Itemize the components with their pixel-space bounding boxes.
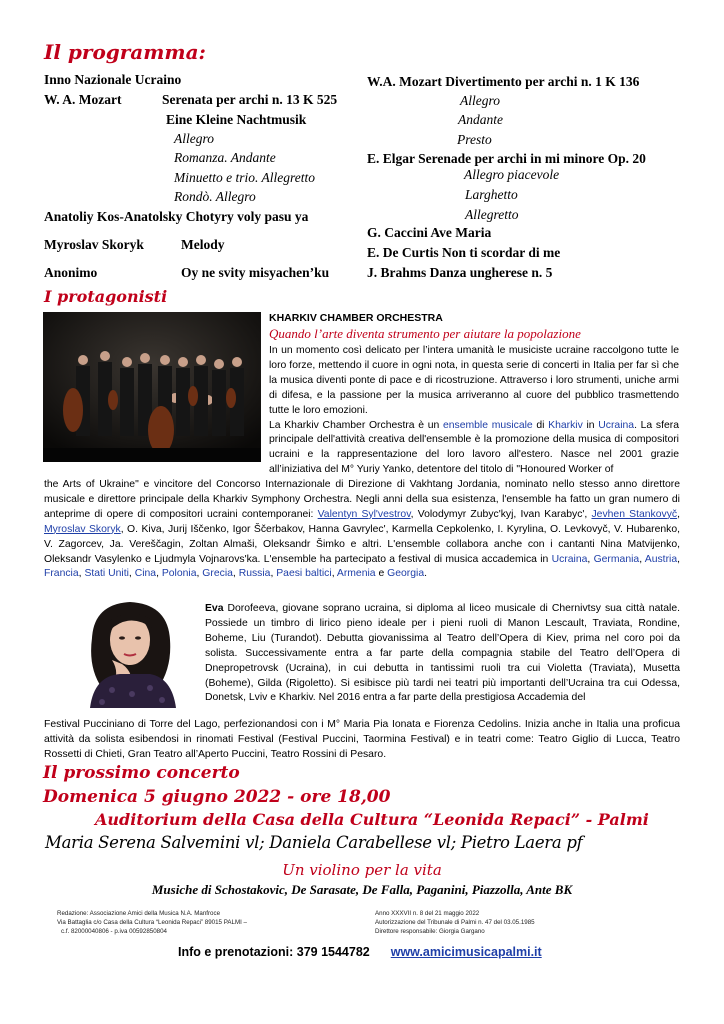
program-movement: Allegro bbox=[174, 131, 214, 146]
next-concert-program: Musiche di Schostakovic, De Sarasate, De Falla, Paganini, Piazzolla, Ante BK bbox=[151, 882, 573, 897]
eva-bio-1: Eva Dorofeeva, giovane soprano ucraina, si diploma al liceo musicale di Chernivtsy sua città natale. Possiede un timbro di lirico pieno ideale per i pieni ruoli di Manon Lescault, Traviata, Rondine, Boheme, Liu (Turandot). Debutta giovanissima al Teatro dell’Opera di Kiev, prima nel coro poi da solista. Successivamente entra a far parte della compagnia stabile del Teatro dell’Opera di Dnepropetrovsk (Ucraina), in cui debutta in tantissimi ruoli tra cui Violetta (Traviata), Musetta (Boheme), Gilda (Rigoletto). Si esibisce più tardi nei teatri più importanti dell’Ucraina tra cui Odessa, Donetsk, Lviv e Kharkiv. Nel 2016 entra a far parte della prestigiosa Accademia del bbox=[205, 603, 680, 704]
program-mozart-divertimento: W.A. Mozart Divertimento per archi n. 1 K 136 bbox=[367, 74, 640, 89]
next-concert-venue: Auditorium della Casa della Cultura “Leonida Repaci” - Palmi bbox=[95, 810, 649, 829]
program-movement: Allegretto bbox=[465, 207, 519, 222]
program-movement: Allegro bbox=[460, 93, 500, 108]
program-movement: Presto bbox=[457, 132, 492, 147]
link-country[interactable]: Armenia bbox=[336, 568, 376, 580]
eva-name: Eva bbox=[205, 603, 224, 614]
orchestra-tagline: Quando l’arte diventa strumento per aiutare la popolazione bbox=[269, 326, 581, 341]
program-skoryk-work: Melody bbox=[181, 237, 225, 252]
link-ucraina[interactable]: Ucraina bbox=[598, 419, 635, 431]
program-movement: Larghetto bbox=[465, 187, 518, 202]
eva-bio-2: Festival Pucciniano di Torre del Lago, perfezionandosi con i M° Maria Pia Ionata e Fiorenza Cedolins. Inizia anche in Italia una proficua attività da solista esibendosi in rinomati Festival (Festival Puccini, Taormina Festival) e in teatri come: Teatro Giglio di Lucca, Teatro Rossetti di Chieti, Gran Teatro all’Aperto Puccini, Teatro Rossini di Pesaro. bbox=[44, 719, 680, 760]
program-movement: Andante bbox=[458, 112, 503, 127]
next-concert-title: Il prossimo concerto bbox=[43, 763, 240, 783]
link-stankovyc[interactable]: Jevhen Stankovyč bbox=[591, 508, 678, 520]
program-anonimo-composer: Anonimo bbox=[44, 265, 98, 280]
link-country[interactable]: Germania bbox=[593, 553, 640, 565]
next-concert-date: Domenica 5 giugno 2022 - ore 18,00 bbox=[43, 787, 391, 807]
program-movement: Minuetto e trio. Allegretto bbox=[174, 170, 315, 185]
program-movement: Romanza. Andante bbox=[174, 150, 276, 165]
footer-website-link[interactable]: www.amicimusicapalmi.it bbox=[390, 945, 542, 959]
orchestra-name: KHARKIV CHAMBER ORCHESTRA bbox=[269, 312, 443, 324]
program-movement: Allegro piacevole bbox=[464, 167, 560, 182]
link-country[interactable]: Paesi baltici bbox=[276, 568, 332, 580]
link-country[interactable]: Russia bbox=[238, 568, 271, 580]
program-skoryk-composer: Myroslav Skoryk bbox=[44, 237, 144, 252]
link-kharkiv[interactable]: Kharkiv bbox=[548, 419, 583, 431]
program-elgar: E. Elgar Serenade per archi in mi minore Op. 20 bbox=[367, 151, 646, 166]
link-skoryk[interactable]: Myroslav Skoryk bbox=[44, 523, 121, 535]
next-concert-performers: Maria Serena Salvemini vl; Daniela Carabellese vl; Pietro Laera pf bbox=[45, 833, 583, 852]
footer-right: Anno XXXVII n. 8 del 21 maggio 2022 Autorizzazione del Tribunale di Palmi n. 47 del 03.05.1985 Direttore responsabile: Giorgia Gargano bbox=[375, 910, 535, 935]
program-caccini: G. Caccini Ave Maria bbox=[367, 225, 492, 240]
link-country[interactable]: Grecia bbox=[202, 568, 233, 580]
program-movement: Rondò. Allegro bbox=[174, 189, 256, 204]
program-de-curtis: E. De Curtis Non ti scordar di me bbox=[367, 245, 561, 260]
program-mozart-serenata: Serenata per archi n. 13 K 525 bbox=[162, 92, 338, 107]
program-nachtmusik: Eine Kleine Nachtmusik bbox=[166, 112, 307, 127]
link-country[interactable]: Austria bbox=[644, 553, 678, 565]
program-mozart-composer: W. A. Mozart bbox=[44, 92, 122, 107]
orchestra-paragraph-2: the Arts of Ukraine" e vincitore del Concorso Internazionale di Direzione di Vakhtang Jordania, nominato nello stesso anno direttore musicale e direttore principale della Kharkiv Symphony Orchestra. Negli anni della sua esistenza, l'ensemble ha fatto un gran numero di anteprime di opere di compositori ucraini contemporanei: Valentyn Syl'vestrov, Volodymyr Zubyc'kyj, Ivan Karabyc', Jevhen Stankovyč, Myroslav Skoryk, O. Kiva, Jurij Iščenko, Igor Ščerbakov, Hanna Gavrylec', Karmella Cepkolenko, I. Kyrylina, O. Levkovyč, V. Hubarenko, V. Zagorcev, Ja. Vereščagin, Zoltan Almaši, Oleksandr Šimko e altri. L'ensemble collabora anche con i cantanti Nina Matvijenko, Oleksandr Vasylenko e Ljudmyla Vojnarovs'ka. L'ensemble ha partecipato a festival di musica accademica in Ucraina, Germania, Austria, Francia, Stati Uniti, Cina, Polonia, Grecia, Russia, Paesi baltici, Armenia e Georgia. bbox=[44, 479, 681, 580]
program-anonimo-work: Oy ne svity misyachen’ku bbox=[181, 265, 330, 280]
program-brahms: J. Brahms Danza ungherese n. 5 bbox=[367, 265, 553, 280]
link-country[interactable]: Polonia bbox=[161, 568, 197, 580]
program-inno: Inno Nazionale Ucraino bbox=[44, 72, 182, 87]
footer-info bbox=[178, 945, 542, 959]
link-country[interactable]: Georgia bbox=[387, 568, 425, 580]
footer-left: Redazione: Associazione Amici della Musica N.A. Manfroce Via Battaglia c/o Casa della Cultura “Leonida Repaci” 89015 PALMI – c.f. 82000040806 - p.iva 00592850804 bbox=[57, 910, 247, 935]
orchestra-photo bbox=[43, 312, 261, 462]
link-country[interactable]: Francia bbox=[44, 568, 79, 580]
protagonisti-title: I protagonisti bbox=[44, 287, 168, 306]
link-country[interactable]: Ucraina bbox=[551, 553, 588, 565]
footer-info-phone: Info e prenotazioni: 379 1544782 bbox=[178, 945, 370, 959]
link-country[interactable]: Stati Uniti bbox=[84, 568, 129, 580]
eva-photo bbox=[72, 598, 190, 708]
link-sylvestrov[interactable]: Valentyn Syl'vestrov bbox=[317, 508, 411, 520]
link-ensemble-musicale[interactable]: ensemble musicale bbox=[442, 419, 533, 431]
link-country[interactable]: Cina bbox=[134, 568, 157, 580]
next-concert-subtitle: Un violino per la vita bbox=[282, 861, 442, 879]
programma-title: Il programma: bbox=[44, 40, 206, 64]
program-kos-anatolsky: Anatoliy Kos-Anatolsky Chotyry voly pasu ya bbox=[44, 209, 309, 224]
orchestra-paragraph-1: In un momento così delicato per l’intera umanità le musiciste ucraine raccolgono tutte le loro forze, mettendo il cuore in ogni nota, in questa serie di concerti in Italia per far sì che la musica diventi ponte di pace e di ricostruzione. Attraverso i loro strumenti, uniche armi di difesa, e la passione per la musica arriveranno al cuore del pubblico trasmettendo tutte le loro emozioni. La Kharkiv Chamber Orchestra è un ensemble musicale di Kharkiv in Ucraina. La sfera principale dell'attività creativa dell'ensemble è la promozione della musica di compositori ucraini e la rappresentazione del loro lavoro all'estero. Nasce nel 2001 grazie all’iniziativa del M° Yuriy Yanko, detentore del titolo di "Honoured Worker of bbox=[269, 345, 679, 476]
